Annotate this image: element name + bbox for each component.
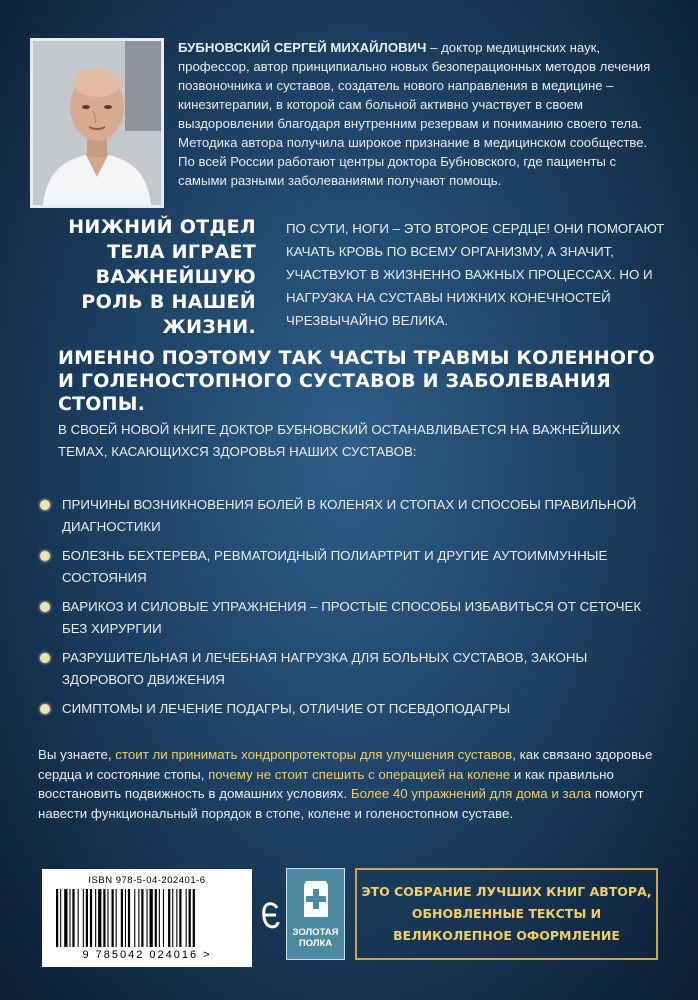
barcode-bar	[90, 889, 92, 947]
summary-paragraph	[38, 745, 668, 823]
isbn-label: ISBN 978-5-04-202401-6	[88, 875, 206, 886]
barcode-bar	[86, 889, 88, 947]
summary-text-4: помогут навести функциональный порядок в стопе, колене и голеностопном суставе.	[38, 786, 644, 821]
barcode-bar	[155, 889, 157, 947]
barcode-bar	[107, 889, 108, 947]
book-cross-icon	[301, 879, 331, 919]
author-name: БУБНОВСКИЙ СЕРГЕЙ МИХАЙЛОВИЧ	[178, 40, 427, 55]
list-item	[40, 596, 670, 640]
barcode-bar	[138, 889, 139, 947]
list-item-text: СИМПТОМЫ И ЛЕЧЕНИЕ ПОДАГРЫ, ОТЛИЧИЕ ОТ ПСЕВДОПОДАГРЫ	[62, 701, 511, 716]
barcode-bar	[72, 889, 74, 947]
barcode-bar	[163, 889, 164, 947]
author-photo	[30, 38, 164, 208]
author-portrait-illustration	[33, 41, 161, 205]
barcode-bar	[121, 889, 123, 947]
isbn-barcode-box	[42, 869, 252, 967]
promo-box	[355, 868, 658, 960]
promo-text: ЭТО СОБРАНИЕ ЛУЧШИХ КНИГ АВТОРА, ОБНОВЛЕННЫЕ ТЕКСТЫ И ВЕЛИКОЛЕПНОЕ ОФОРМЛЕНИЕ	[361, 884, 652, 943]
author-bio	[178, 38, 658, 190]
barcode-bar	[98, 889, 101, 947]
list-item	[40, 647, 670, 691]
barcode-bar	[134, 889, 135, 947]
summary-text-3: и как правильно восстановить подвижность в домашних условиях.	[38, 766, 614, 801]
summary-text-1: Вы узнаете,	[38, 747, 116, 762]
barcode-image	[54, 889, 240, 947]
barcode-number: 9 785042 024016 >	[82, 949, 212, 961]
barcode-bar	[112, 889, 114, 947]
bullet-dot-icon	[40, 602, 50, 612]
barcode-bar	[150, 889, 153, 947]
barcode-bar	[56, 889, 58, 947]
lead-text: ПО СУТИ, НОГИ – ЭТО ВТОРОЕ СЕРДЦЕ! ОНИ ПОМОГАЮТ КАЧАТЬ КРОВЬ ПО ВСЕМУ ОРГАНИЗМУ, А ЗНАЧИТ, УЧАСТВУЮТ В ЖИЗНЕННО ВАЖНЫХ ПРОЦЕССАХ. НО И НАГРУЗКА НА СУСТАВЫ НИЖНИХ КОНЕЧНОСТЕЙ ЧРЕЗВЫЧАЙНО ВЕЛИКА.	[286, 221, 665, 328]
barcode-bar	[78, 889, 79, 947]
barcode-bar	[69, 889, 70, 947]
list-item	[40, 698, 670, 720]
bullet-dot-icon	[40, 653, 50, 663]
list-item-text: РАЗРУШИТЕЛЬНАЯ И ЛЕЧЕБНАЯ НАГРУЗКА ДЛЯ БОЛЬНЫХ СУСТАВОВ, ЗАКОНЫ ЗДОРОВОГО ДВИЖЕНИЯ	[62, 650, 588, 687]
barcode-bar	[147, 889, 148, 947]
barcode-bar	[125, 889, 126, 947]
barcode-bar	[179, 889, 181, 947]
gold-shelf-badge	[286, 868, 345, 960]
badge-label: ЗОЛОТАЯ ПОЛКА	[292, 927, 339, 949]
main-intro: В СВОЕЙ НОВОЙ КНИГЕ ДОКТОР БУБНОВСКИЙ ОСТАНАВЛИВАЕТСЯ НА ВАЖНЕЙШИХ ТЕМАХ, КАСАЮЩИХСЯ ЗДОРОВЬЯ НАШИХ СУСТАВОВ:	[58, 422, 621, 459]
summary-text-2: , как связано здоровье сердца и состояние стопы,	[38, 747, 653, 782]
barcode-bar	[176, 889, 177, 947]
summary-highlight-3: Более 40 упражнений для дома и зала	[350, 786, 592, 801]
main-heading: ИМЕННО ПОЭТОМУ ТАК ЧАСТЫ ТРАВМЫ КОЛЕННОГО И ГОЛЕНОСТОПНОГО СУСТАВОВ И ЗАБОЛЕВАНИЯ СТОПЫ.	[58, 347, 655, 415]
summary-highlight-1: стоит ли принимать хондропротекторы для улучшения суставов	[115, 747, 513, 762]
barcode-bar	[172, 889, 173, 947]
topics-list	[40, 494, 670, 727]
barcode-bar	[95, 889, 96, 947]
barcode-bar	[128, 889, 130, 947]
bullet-dot-icon	[40, 551, 50, 561]
list-item	[40, 545, 670, 589]
barcode-bar	[83, 889, 84, 947]
lead-heading: НИЖНИЙ ОТДЕЛ ТЕЛА ИГРАЕТ ВАЖНЕЙШУЮ РОЛЬ В НАШЕЙ ЖИЗНИ.	[68, 216, 256, 338]
barcode-bar	[193, 889, 195, 947]
barcode-bar	[64, 889, 67, 947]
author-bio-text: – доктор медицинских наук, профессор, автор принципиально новых безоперационных методов лечения позвоночника и суставов, создатель нового направления в медицине – кинезитерапии, в которой сам больной активно участвует в своем выздоровлении благодаря внутренним резервам и пониманию своего тела. Методика автора получила широкое признание в медицинском сообществе. По всей России работают центры доктора Бубновского, где пациенты с самыми разными заболеваниями получают помощь.	[178, 40, 651, 188]
bullet-dot-icon	[40, 704, 50, 714]
barcode-bar	[159, 889, 160, 947]
publisher-logo-icon	[262, 900, 280, 932]
barcode-bar	[103, 889, 105, 947]
summary-highlight-2: почему не стоит спешить с операцией на колене	[208, 766, 511, 782]
list-item	[40, 494, 670, 538]
list-item-text: БОЛЕЗНЬ БЕХТЕРЕВА, РЕВМАТОИДНЫЙ ПОЛИАРТРИТ И ДРУГИЕ АУТОИММУННЫЕ СОСТОЯНИЯ	[62, 548, 608, 585]
barcode-bar	[141, 889, 143, 947]
barcode-bar	[189, 889, 191, 947]
list-item-text: ПРИЧИНЫ ВОЗНИКНОВЕНИЯ БОЛЕЙ В КОЛЕНЯХ И СТОПАХ И СПОСОБЫ ПРАВИЛЬНОЙ ДИАГНОСТИКИ	[62, 497, 637, 534]
barcode-bar	[168, 889, 170, 947]
barcode-bar	[116, 889, 117, 947]
barcode-bar	[60, 889, 61, 947]
barcode-bar	[186, 889, 187, 947]
list-item-text: ВАРИКОЗ И СИЛОВЫЕ УПРАЖНЕНИЯ – ПРОСТЫЕ СПОСОБЫ ИЗБАВИТЬСЯ ОТ СЕТОЧЕК БЕЗ ХИРУРГИИ	[62, 599, 642, 636]
bullet-dot-icon	[40, 500, 50, 510]
